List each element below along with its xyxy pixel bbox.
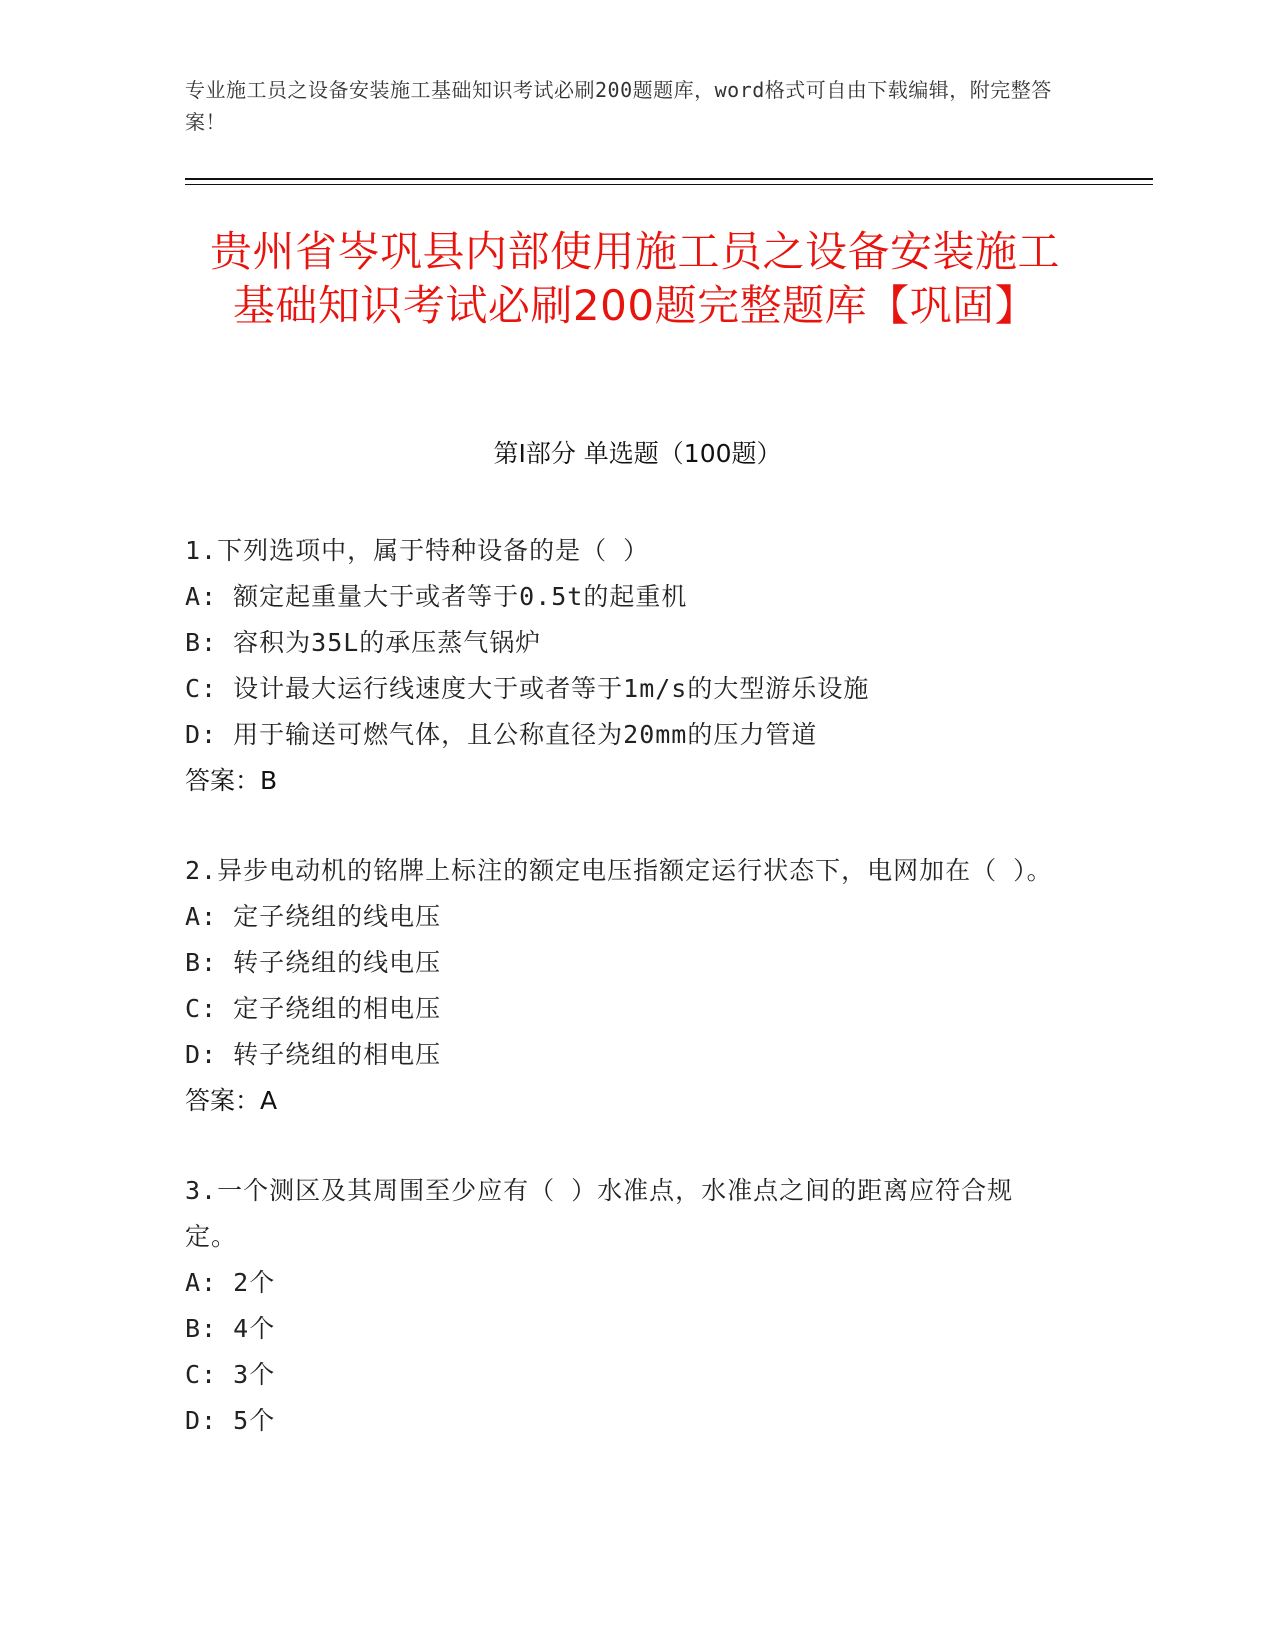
question-list	[185, 528, 1065, 1488]
header-rule-thin	[185, 184, 1153, 185]
option-b: B: 转子绕组的线电压	[185, 948, 442, 977]
option-c: C: 3个	[185, 1360, 276, 1389]
question-stem: 1.下列选项中，属于特种设备的是（ ）	[185, 536, 650, 565]
answer-label: 答案：B	[185, 766, 278, 795]
question-1	[185, 528, 1065, 804]
option-a: A: 额定起重量大于或者等于0.5t的起重机	[185, 582, 688, 611]
option-a: A: 2个	[185, 1268, 276, 1297]
option-c: C: 定子绕组的相电压	[185, 994, 442, 1023]
option-b: B: 4个	[185, 1314, 276, 1343]
option-b: B: 容积为35L的承压蒸气锅炉	[185, 628, 542, 657]
answer-label: 答案：A	[185, 1086, 278, 1115]
section-title: 第Ⅰ部分 单选题（100题）	[493, 439, 782, 468]
document-title: 贵州省岑巩县内部使用施工员之设备安装施工基础知识考试必刷200题完整题库【巩固】	[209, 227, 1060, 330]
option-a: A: 定子绕组的线电压	[185, 902, 442, 931]
option-d: D: 5个	[185, 1406, 276, 1435]
header-note: 专业施工员之设备安装施工基础知识考试必刷200题题库，word格式可自由下载编辑，附完整答案！	[185, 78, 1052, 134]
question-3	[185, 1168, 1065, 1444]
question-stem: 2.异步电动机的铭牌上标注的额定电压指额定运行状态下，电网加在（ ）。	[185, 856, 1053, 885]
question-stem: 3.一个测区及其周围至少应有（ ）水准点，水准点之间的距离应符合规定。	[185, 1176, 1014, 1251]
option-d: D: 转子绕组的相电压	[185, 1040, 442, 1069]
header-rule-thick	[185, 178, 1153, 180]
option-d: D: 用于输送可燃气体，且公称直径为20mm的压力管道	[185, 720, 818, 749]
option-c: C: 设计最大运行线速度大于或者等于1m/s的大型游乐设施	[185, 674, 870, 703]
question-2	[185, 848, 1065, 1124]
